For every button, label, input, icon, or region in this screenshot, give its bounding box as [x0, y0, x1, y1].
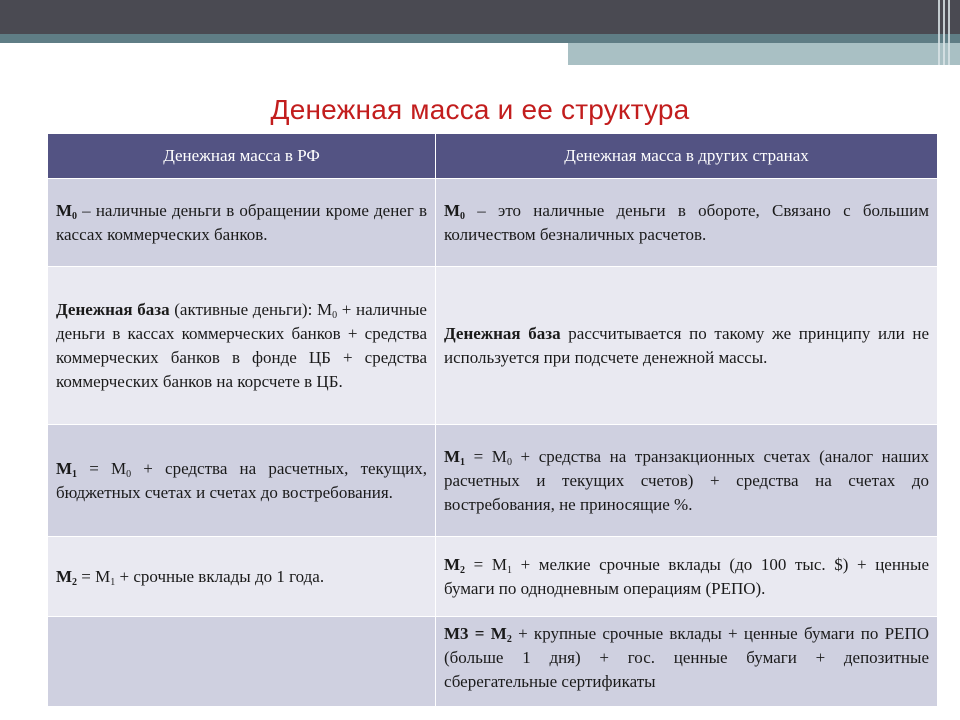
cell-other-m2: $M_2 = M_1$ + мелкие срочные вклады (до 100 тыс. $) + ценные бумаги по однодневным операциям (РЕПО).: [436, 537, 938, 617]
cell-other-monetary-base: Денежная база рассчитывается по такому же принципу или не используется при подсчете денежной массы.: [436, 267, 938, 425]
table-row: [48, 179, 938, 267]
table-row: [48, 617, 938, 707]
table-row: [48, 537, 938, 617]
accent-strip-light: [568, 43, 960, 65]
header-rf: Денежная масса в РФ: [48, 134, 436, 179]
money-supply-table: [47, 133, 938, 707]
cell-rf-monetary-base: Денежная база (активные деньги): $M_0$ + наличные деньги в кассах коммерческих банков + средства коммерческих банков в фонде ЦБ + средства коммерческих банков на корсчете в ЦБ.: [48, 267, 436, 425]
slide-title: Денежная масса и ее структура: [270, 94, 690, 125]
table-row: [48, 425, 938, 537]
cell-rf-empty: [48, 617, 436, 707]
cell-other-m0: $M_0$ – это наличные деньги в обороте, Связано с большим количеством безналичных расчетов.: [436, 179, 938, 267]
top-decor-bar: [0, 0, 960, 34]
cell-rf-m0: $M_0$ – наличные деньги в обращении кроме денег в кассах коммерческих банков.: [48, 179, 436, 267]
cell-other-m3: $M3 = M_2$ + крупные срочные вклады + ценные бумаги по РЕПО (больше 1 дня) + гос. ценные бумаги + депозитные сберегательные сертификаты: [436, 617, 938, 707]
cell-other-m1: $M_1 = M_0$ + средства на транзакционных счетах (аналог наших расчетных и текущих счетов) + средства на счетах до востребования, не приносящие %.: [436, 425, 938, 537]
table-row: [48, 267, 938, 425]
accent-strip: [0, 34, 960, 43]
decor-lines: [938, 0, 952, 65]
cell-rf-m2: $M_2 = M_1$ + срочные вклады до 1 года.: [48, 537, 436, 617]
header-other-countries: Денежная масса в других странах: [436, 134, 938, 179]
table-header-row: [48, 134, 938, 179]
cell-rf-m1: $M_1 = M_0$ + средства на расчетных, текущих, бюджетных счетах и счетах до востребования.: [48, 425, 436, 537]
